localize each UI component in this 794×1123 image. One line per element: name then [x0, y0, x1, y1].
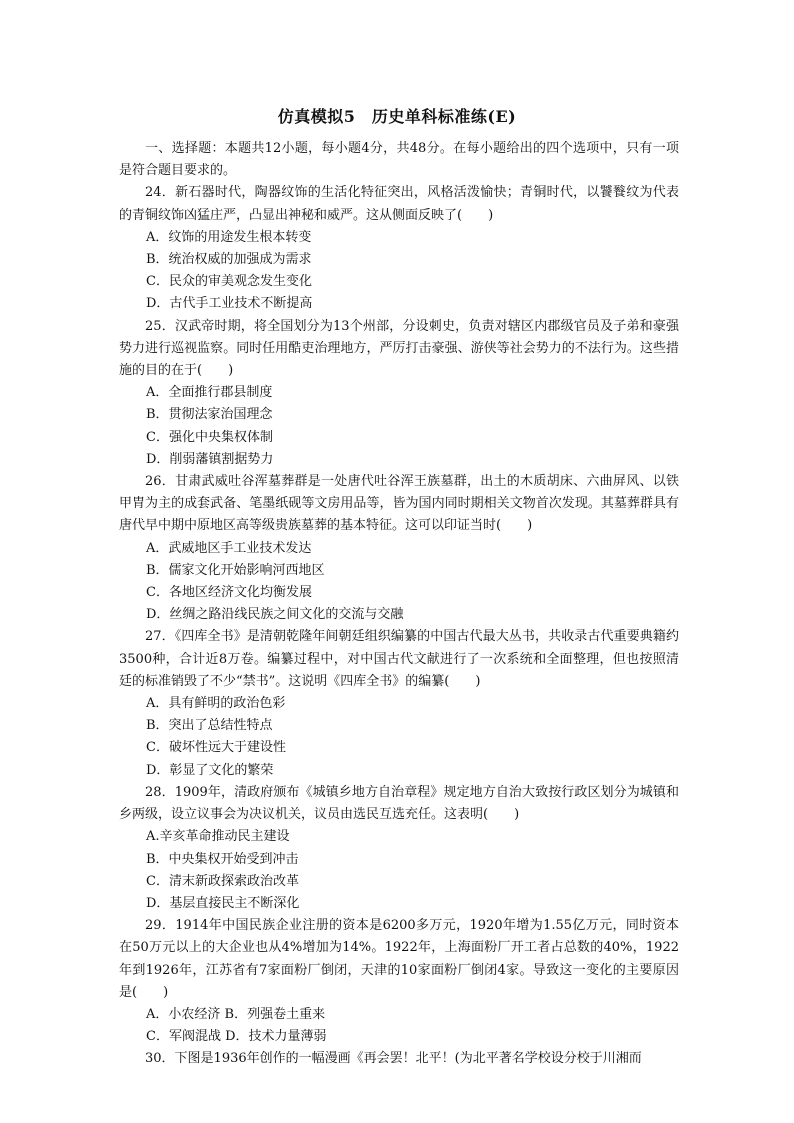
option-ab: A．小农经济 B．列强卷土重来 [146, 1006, 326, 1022]
option-c: C．清末新政探索政治改革 [146, 873, 299, 889]
option-a: A．纹饰的用途发生根本转变 [146, 229, 312, 245]
option-d: D．丝绸之路沿线民族之间文化的交流与交融 [146, 607, 404, 623]
option-c: C．破坏性远大于建设性 [146, 740, 286, 756]
option-a: A．武威地区手工业技术发达 [146, 540, 312, 556]
option-cd: C．军阀混战 D．技术力量薄弱 [146, 1029, 327, 1045]
option-b: B．贯彻法家治国理念 [146, 407, 273, 423]
question-list [119, 138, 679, 1071]
option-b: B．儒家文化开始影响河西地区 [146, 562, 325, 578]
question-stem: 25．汉武帝时期，将全国划分为13个州部，分设刺史，负责对辖区内郡级官员及子弟和豪强势力进行巡视监察。同时任用酷吏治理地方，严厉打击豪强、游侠等社会势力的不法行为。这些措施的目的在于( ) [119, 318, 679, 379]
question-25 [119, 316, 679, 471]
option-b: B．统治权威的加强成为需求 [146, 252, 312, 268]
option-a: A．具有鲜明的政治色彩 [146, 696, 286, 712]
question-29 [119, 915, 679, 1048]
option-d: D．古代手工业技术不断提高 [146, 296, 313, 312]
option-c: C．各地区经济文化均衡发展 [146, 585, 312, 601]
section-instruction: 一、选择题：本题共12小题，每小题4分，共48分。在每小题给出的四个选项中，只有一项是符合题目要求的。 [119, 141, 679, 179]
page-title: 仿真模拟5 历史单科标准练(E) [277, 107, 517, 126]
option-d: D．削弱藩镇割据势力 [146, 451, 274, 467]
option-b: B．突出了总结性特点 [146, 718, 273, 734]
question-stem: 30．下图是1936年创作的一幅漫画《再会罢！北平！(为北平著名学校设分校于川湘而 [145, 1051, 642, 1067]
option-a: A．全面推行郡县制度 [146, 385, 273, 401]
question-28 [119, 782, 679, 915]
question-stem: 26．甘肃武威吐谷浑墓葬群是一处唐代吐谷浑王族墓群，出土的木质胡床、六曲屏风、以铁甲胄为主的成套武备、笔墨纸砚等文房用品等，皆为国内同时期相关文物首次发现。其墓葬群具有唐代早中期中原地区高等级贵族墓葬的基本特征。这可以印证当时( ) [119, 474, 679, 534]
question-stem: 28．1909年，清政府颁布《城镇乡地方自治章程》规定地方自治大致按行政区划分为城镇和乡两级，设立议事会为决议机关，议员由选民互选充任。这表明( ) [119, 784, 679, 823]
question-27 [119, 626, 679, 781]
option-c: C．强化中央集权体制 [146, 429, 273, 445]
option-b: B．中央集权开始受到冲击 [146, 851, 299, 867]
option-a: A.辛亥革命推动民主建设 [146, 829, 290, 845]
option-c: C．民众的审美观念发生变化 [146, 274, 312, 290]
question-stem: 24．新石器时代，陶器纹饰的生活化特征突出，风格活泼愉快；青铜时代，以饕餮纹为代表的青铜纹饰凶猛庄严，凸显出神秘和威严。这从侧面反映了( ) [119, 185, 679, 223]
question-24 [119, 182, 679, 315]
option-d: D．基层直接民主不断深化 [146, 895, 300, 911]
question-30 [119, 1048, 679, 1070]
question-26 [119, 471, 679, 626]
question-stem: 29．1914年中国民族企业注册的资本是6200多万元，1920年增为1.55亿万元，同时资本在50万元以上的大企业也从4%增加为14%。1922年，上海面粉厂开工者占总数的40%，1922年到1926年，江苏省有7家面粉厂倒闭，天津的10家面粉厂倒闭4家。导致这一变化的主要原因是( ) [119, 918, 679, 1000]
option-d: D．彰显了文化的繁荣 [146, 762, 274, 778]
question-stem: 27．《四库全书》是清朝乾隆年间朝廷组织编纂的中国古代最大丛书，共收录古代重要典籍约3500种，合计近8万卷。编纂过程中，对中国古代文献进行了一次系统和全面整理，但也按照清廷的标准销毁了不少“禁书”。这说明《四库全书》的编纂( ) [119, 629, 679, 689]
